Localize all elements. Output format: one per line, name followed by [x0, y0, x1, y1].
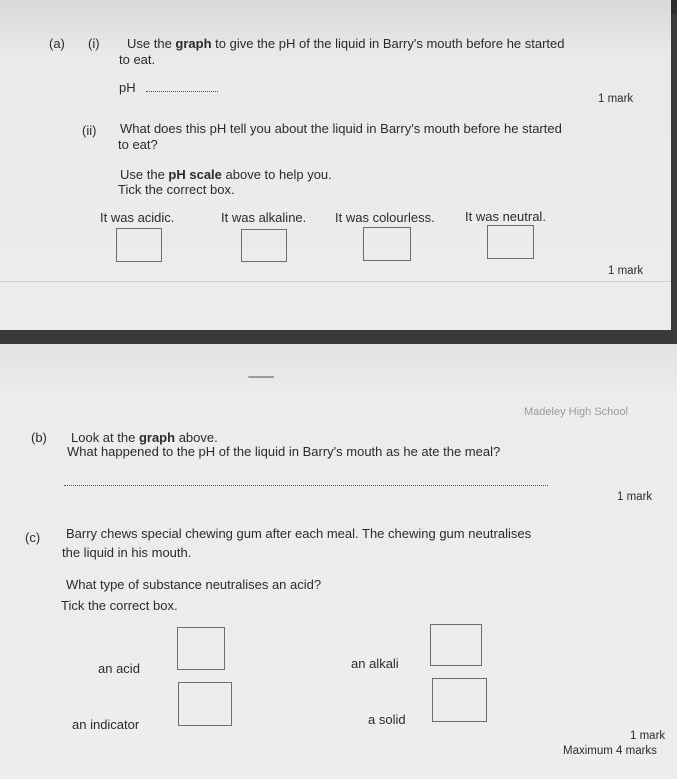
mark-b: 1 mark — [617, 491, 653, 503]
option-acidic-label: It was acidic. — [100, 210, 175, 225]
question-c-question: What type of substance neutralises an acid? — [66, 577, 322, 592]
option-acid-label: an acid — [98, 661, 140, 676]
question-a-i-line1: Use the graph to give the pH of the liquid in Barry's mouth before he started — [127, 36, 565, 51]
section-divider — [0, 281, 671, 282]
question-a-i-line2: to eat. — [119, 52, 156, 67]
option-neutral-checkbox[interactable] — [487, 225, 534, 259]
ph-answer-line[interactable] — [146, 91, 218, 92]
option-colourless-label: It was colourless. — [335, 210, 435, 225]
page-mark — [248, 376, 274, 378]
question-c-line2: the liquid in his mouth. — [62, 545, 192, 560]
tick-instruction-a: Tick the correct box. — [118, 182, 235, 197]
option-colourless-checkbox[interactable] — [363, 227, 411, 261]
option-solid-checkbox[interactable] — [432, 678, 487, 722]
worksheet-page-1 — [0, 0, 671, 330]
mark-a-i: 1 mark — [598, 93, 634, 105]
tick-instruction-c: Tick the correct box. — [61, 598, 178, 613]
question-a-ii-line1: What does this pH tell you about the liquid in Barry's mouth before he started — [120, 121, 562, 136]
sub-i-label: (i) — [88, 36, 100, 51]
part-a-label: (a) — [49, 36, 65, 51]
sub-ii-label: (ii) — [82, 123, 97, 138]
option-indicator-checkbox[interactable] — [178, 682, 232, 726]
ph-label: pH — [119, 80, 136, 95]
option-acidic-checkbox[interactable] — [116, 228, 162, 262]
part-c-label: (c) — [25, 530, 41, 545]
answer-line-b[interactable] — [64, 485, 548, 486]
mark-c: 1 mark — [630, 730, 666, 742]
option-acid-checkbox[interactable] — [177, 627, 225, 670]
school-watermark: Madeley High School — [524, 406, 628, 418]
part-b-label: (b) — [31, 430, 47, 445]
question-a-ii-line2: to eat? — [118, 137, 158, 152]
option-alkaline-label: It was alkaline. — [221, 210, 307, 225]
instruction-ph-scale: Use the pH scale above to help you. — [120, 167, 332, 182]
option-alkali-label: an alkali — [351, 656, 399, 671]
option-alkali-checkbox[interactable] — [430, 624, 482, 666]
question-b-line1: Look at the graph above. — [71, 430, 218, 445]
mark-a-ii: 1 mark — [608, 265, 644, 277]
option-alkaline-checkbox[interactable] — [241, 229, 287, 262]
option-indicator-label: an indicator — [72, 717, 140, 732]
maximum-marks: Maximum 4 marks — [563, 745, 657, 757]
option-solid-label: a solid — [368, 712, 406, 727]
question-b-line2: What happened to the pH of the liquid in Barry's mouth as he ate the meal? — [67, 444, 501, 459]
option-neutral-label: It was neutral. — [465, 209, 546, 224]
question-c-line1: Barry chews special chewing gum after each meal. The chewing gum neutralises — [66, 526, 532, 541]
